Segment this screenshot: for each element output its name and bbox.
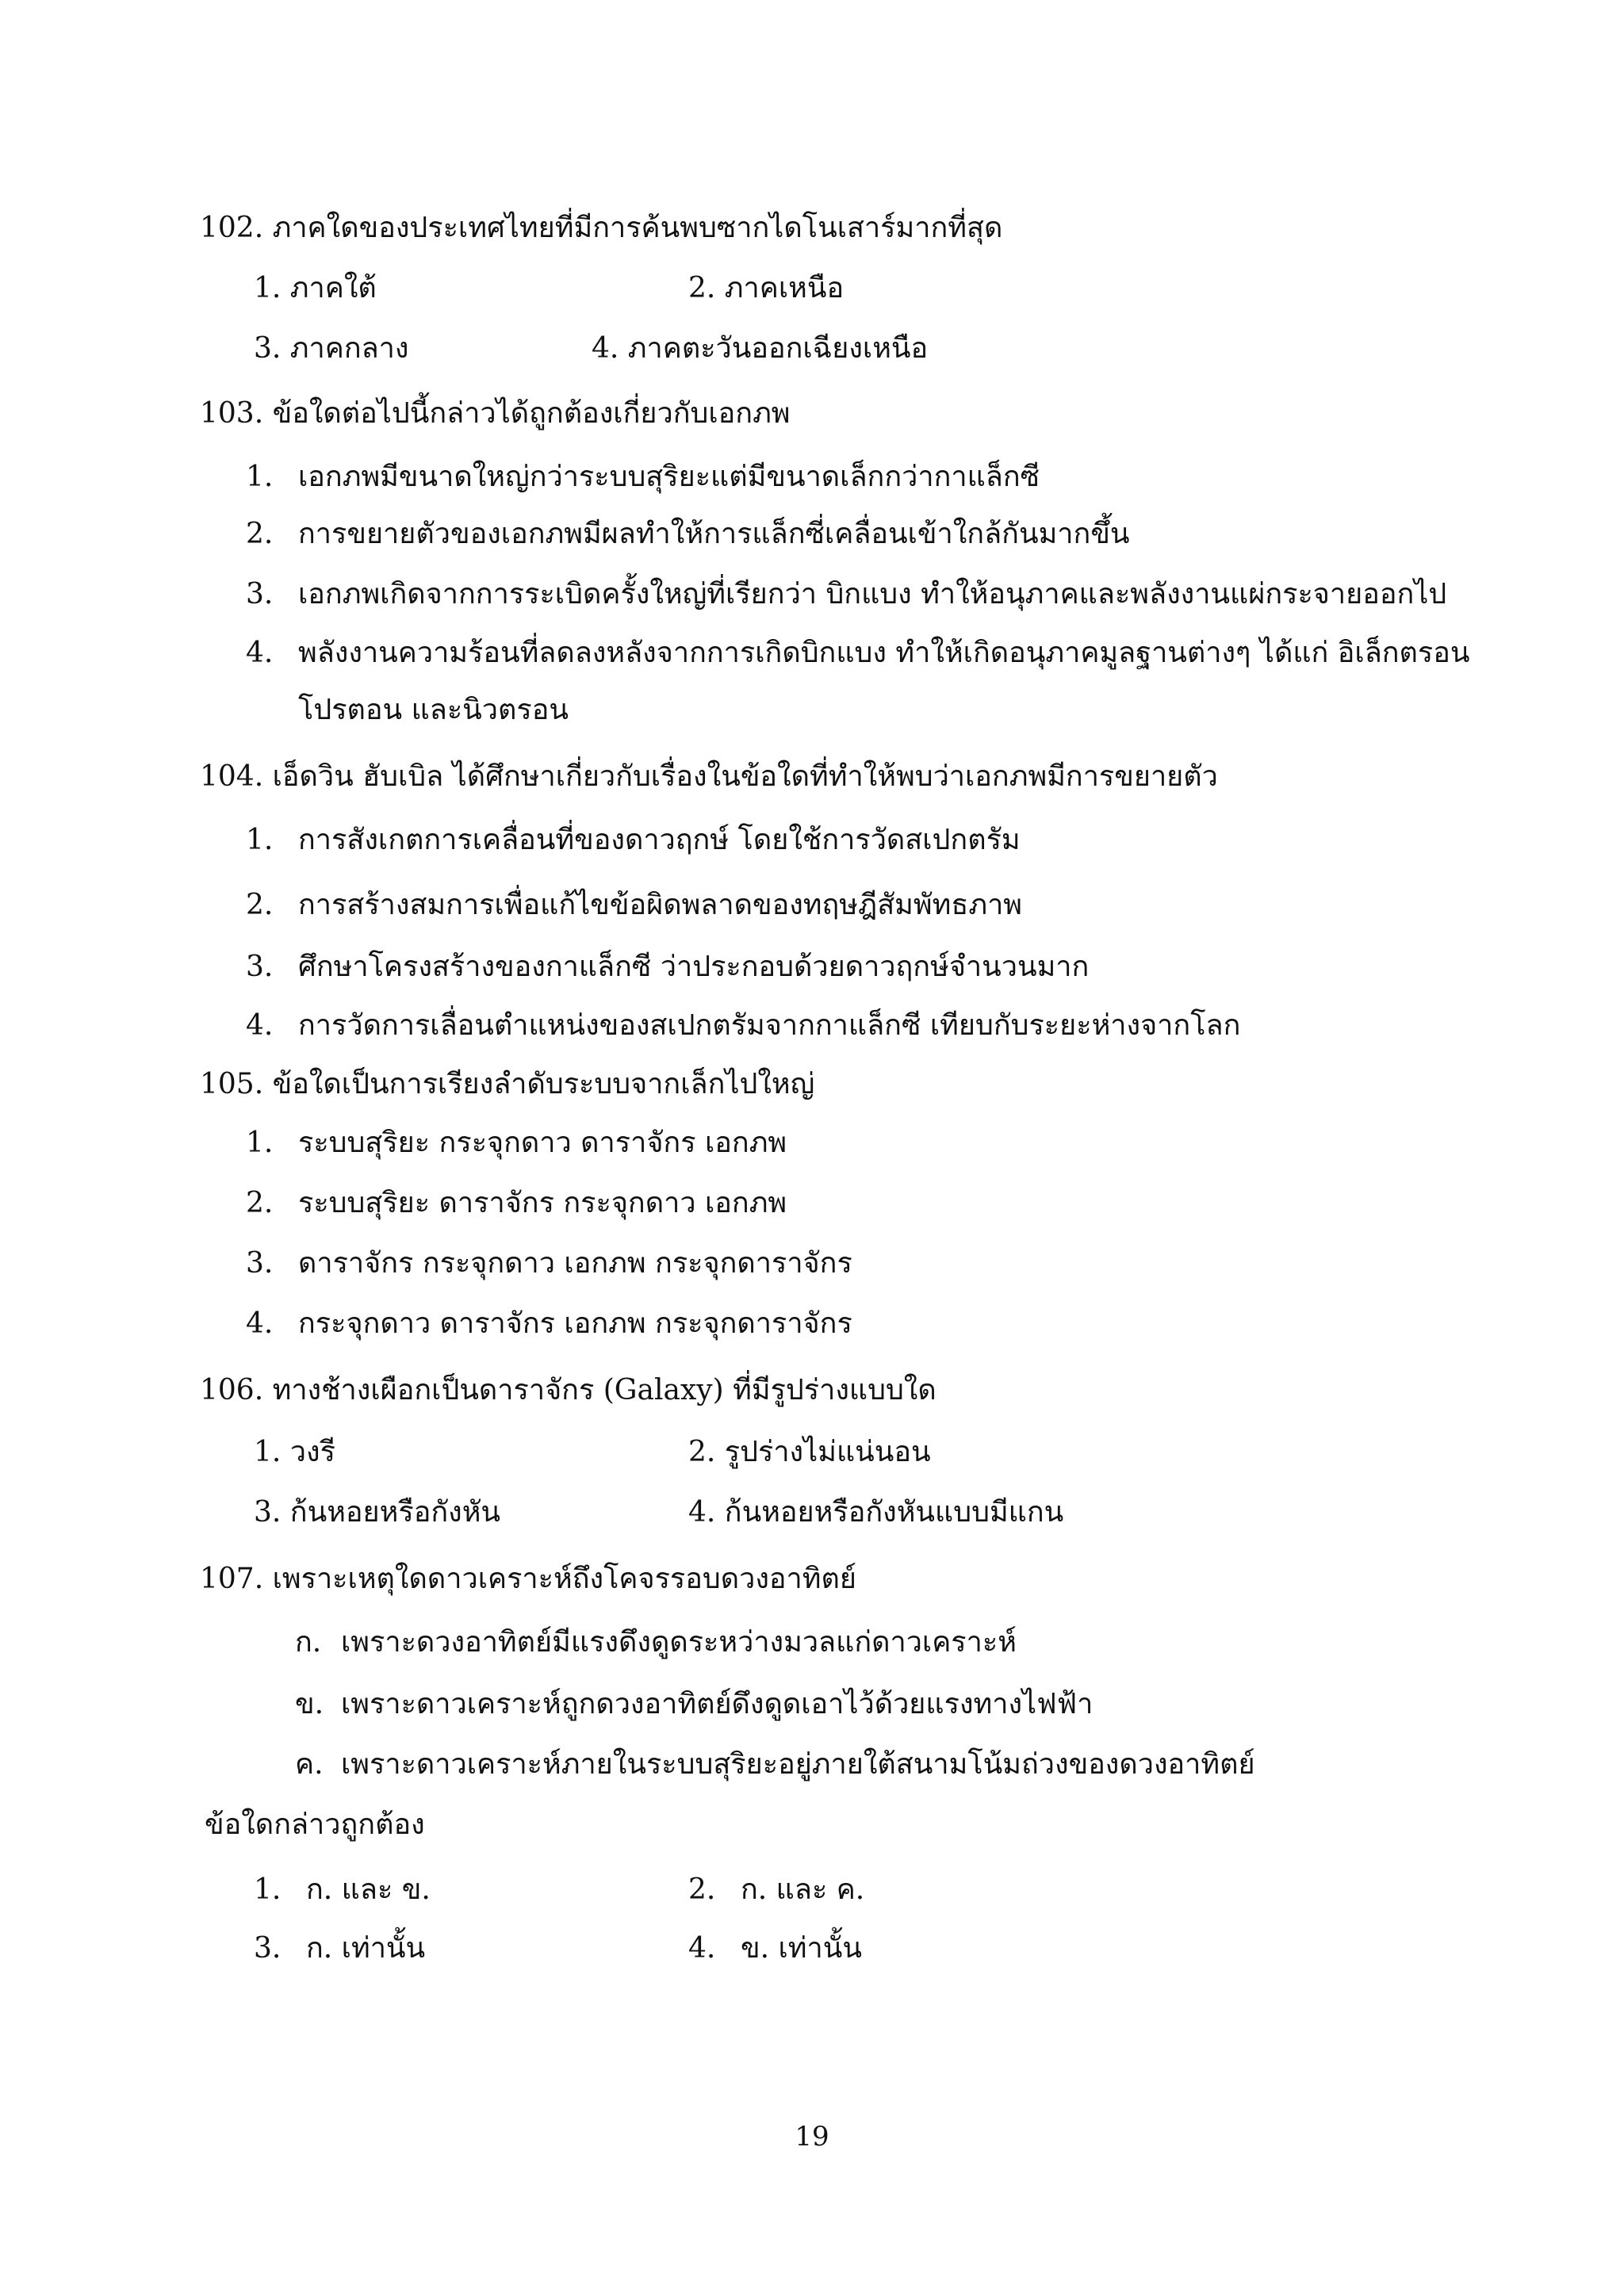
option-number: 3. (246, 951, 274, 983)
statement-label: ค. (295, 1748, 324, 1781)
question-103-option-2 (246, 514, 1130, 555)
question-106-option-4: 4. ก้นหอยหรือกังหันแบบมีแกน (688, 1496, 1064, 1529)
option-number: 2. (688, 1873, 716, 1906)
question-107-statement-kha (295, 1684, 1093, 1725)
option-text: การขยายตัวของเอกภพมีผลทำให้การแล็กซี่เคลื่อนเข้าใกล้กันมากขึ้น (298, 518, 1130, 550)
question-107-option-4 (688, 1928, 862, 1969)
question-107-option-1 (254, 1869, 431, 1911)
option-text: ข. เท่านั้น (741, 1932, 862, 1965)
statement-text: เพราะดาวเคราะห์ถูกดวงอาทิตย์ดึงดูดเอาไว้ด้วยแรงทางไฟฟ้า (341, 1688, 1094, 1720)
option-text: การสร้างสมการเพื่อแก้ไขข้อผิดพลาดของทฤษฎีสัมพัทธภาพ (298, 889, 1023, 921)
option-number: 2. (246, 518, 274, 550)
option-number: 4. (246, 1307, 274, 1340)
option-text: การวัดการเลื่อนตำแหน่งของสเปกตรัมจากกาแล็กซี เทียบกับระยะห่างจากโลก (298, 1009, 1241, 1042)
statement-label: ก. (295, 1626, 322, 1659)
option-text: ก. และ ค. (741, 1873, 865, 1906)
option-number: 1. (246, 824, 274, 856)
option-number: 1. (246, 1127, 274, 1159)
option-number: 3. (246, 1247, 274, 1280)
question-105-option-3 (246, 1243, 852, 1284)
option-text: เอกภพเกิดจากการระเบิดครั้งใหญ่ที่เรียกว่า บิกแบง ทำให้อนุภาคและพลังงานแผ่กระจายออกไป (298, 578, 1447, 610)
statement-label: ข. (295, 1688, 324, 1720)
question-107-option-2 (688, 1869, 864, 1911)
question-103-option-3 (246, 574, 1446, 615)
question-105-option-2 (246, 1183, 787, 1224)
question-102-option-3: 3. ภาคกลาง (254, 332, 409, 365)
option-text: ดาราจักร กระจุกดาว เอกภพ กระจุกดาราจักร (298, 1247, 852, 1280)
question-105-option-1 (246, 1123, 787, 1164)
option-number: 3. (254, 1932, 282, 1965)
option-number: 4. (246, 637, 274, 669)
question-105-option-4 (246, 1303, 852, 1345)
question-104-option-1 (246, 820, 1021, 861)
option-text: ระบบสุริยะ ดาราจักร กระจุกดาว เอกภพ (298, 1187, 787, 1219)
question-103-option-4 (246, 633, 1470, 674)
question-106-option-1: 1. วงรี (254, 1436, 335, 1468)
option-number: 3. (246, 578, 274, 610)
option-text: ก. เท่านั้น (306, 1932, 426, 1965)
question-104-option-2 (246, 885, 1022, 926)
option-text: กระจุกดาว ดาราจักร เอกภพ กระจุกดาราจักร (298, 1307, 852, 1340)
question-104-option-3 (246, 947, 1089, 988)
option-number: 1. (246, 461, 274, 493)
option-text: ศึกษาโครงสร้างของกาแล็กซี ว่าประกอบด้วยดาวฤกษ์จำนวนมาก (298, 951, 1090, 983)
page-number: 19 (795, 2121, 829, 2152)
option-text: พลังงานความร้อนที่ลดลงหลังจากการเกิดบิกแบง ทำให้เกิดอนุภาคมูลฐานต่างๆ ได้แก่ อิเล็กตรอน (298, 637, 1470, 669)
question-102-option-2: 2. ภาคเหนือ (688, 272, 845, 304)
question-103-option-4-continuation: โปรตอน และนิวตรอน (298, 694, 569, 726)
question-107-statement-ka (295, 1622, 1017, 1663)
question-105-stem: 105. ข้อใดเป็นการเรียงลำดับระบบจากเล็กไปใหญ่ (200, 1068, 815, 1100)
option-number: 2. (246, 1187, 274, 1219)
question-107-statement-kho (295, 1744, 1255, 1785)
question-107-stem: 107. เพราะเหตุใดดาวเคราะห์ถึงโคจรรอบดวงอาทิตย์ (200, 1563, 856, 1595)
option-number: 2. (246, 889, 274, 921)
statement-text: เพราะดวงอาทิตย์มีแรงดึงดูดระหว่างมวลแก่ดาวเคราะห์ (341, 1626, 1017, 1659)
question-104-stem: 104. เอ็ดวิน ฮับเบิล ได้ศึกษาเกี่ยวกับเรื่องในข้อใดที่ทำให้พบว่าเอกภพมีการขยายตัว (200, 760, 1218, 793)
option-text: ระบบสุริยะ กระจุกดาว ดาราจักร เอกภพ (298, 1127, 787, 1159)
question-107-option-3 (254, 1928, 425, 1969)
option-number: 4. (688, 1932, 716, 1965)
question-102-option-4: 4. ภาคตะวันออกเฉียงเหนือ (592, 332, 929, 365)
question-102-option-1: 1. ภาคใต้ (254, 272, 377, 304)
option-text: เอกภพมีขนาดใหญ่กว่าระบบสุริยะแต่มีขนาดเล็กกว่ากาแล็กซี (298, 461, 1040, 493)
question-106-option-2: 2. รูปร่างไม่แน่นอน (688, 1436, 931, 1468)
option-text: ก. และ ข. (306, 1873, 431, 1906)
option-number: 4. (246, 1009, 274, 1042)
question-106-option-3: 3. ก้นหอยหรือกังหัน (254, 1496, 501, 1529)
question-102-stem: 102. ภาคใดของประเทศไทยที่มีการค้นพบซากไดโนเสาร์มากที่สุด (200, 212, 1003, 244)
question-104-option-4 (246, 1005, 1240, 1047)
question-107-prompt: ข้อใดกล่าวถูกต้อง (205, 1808, 425, 1841)
option-text: การสังเกตการเคลื่อนที่ของดาวฤกษ์ โดยใช้การวัดสเปกตรัม (298, 824, 1021, 856)
question-106-stem: 106. ทางช้างเผือกเป็นดาราจักร (Galaxy) ที่มีรูปร่างแบบใด (200, 1374, 936, 1406)
option-number: 1. (254, 1873, 282, 1906)
statement-text: เพราะดาวเคราะห์ภายในระบบสุริยะอยู่ภายใต้สนามโน้มถ่วงของดวงอาทิตย์ (341, 1748, 1255, 1781)
question-103-option-1 (246, 457, 1040, 498)
question-103-stem: 103. ข้อใดต่อไปนี้กล่าวได้ถูกต้องเกี่ยวกับเอกภพ (200, 397, 791, 430)
